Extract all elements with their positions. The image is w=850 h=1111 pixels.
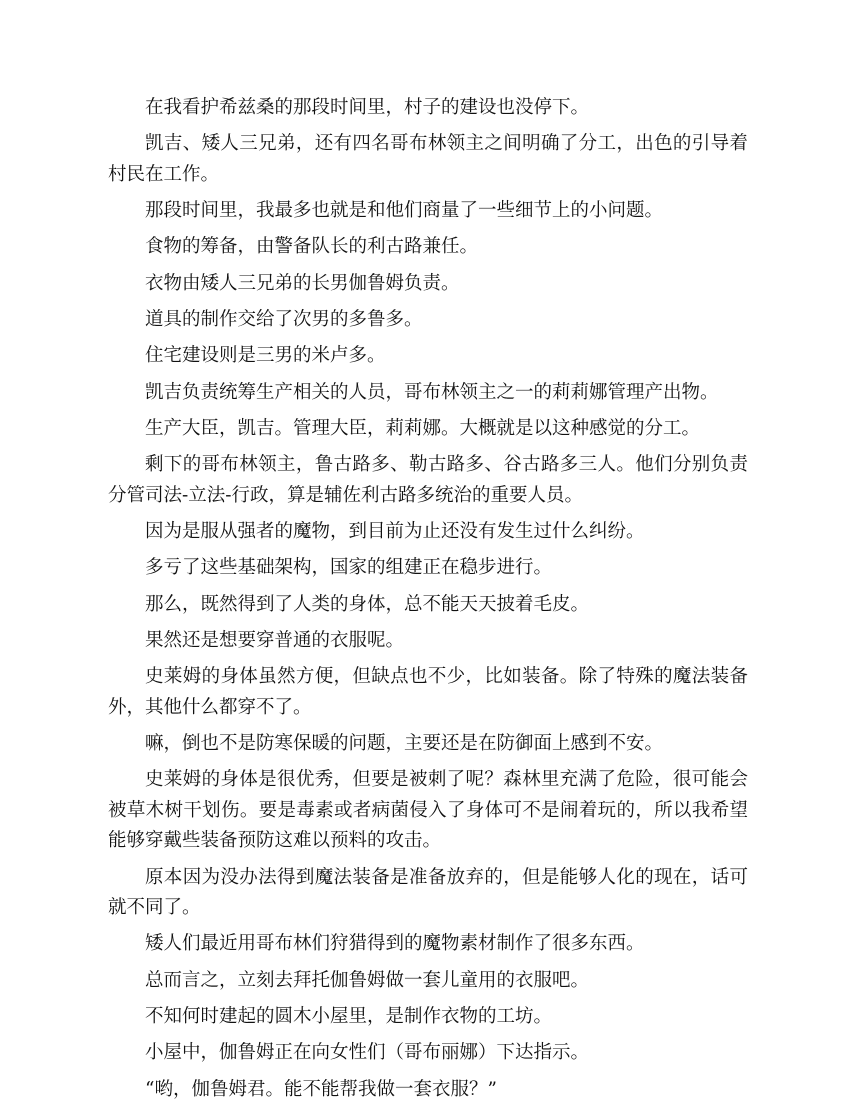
paragraph-20: 总而言之，立刻去拜托伽鲁姆做一套儿童用的衣服吧。 bbox=[145, 969, 590, 991]
paragraph-15: 史莱姆的身体虽然方便，但缺点也不少，比如装备。除了特殊的魔法装备外，其他什么都穿不了。 bbox=[108, 666, 748, 718]
paragraph-10: 剩下的哥布林领主，鲁古路多、勒古路多、谷古路多三人。他们分别负责分管司法-立法-行政，算是辅佐利古路多统治的重要人员。 bbox=[108, 454, 748, 506]
paragraph-1: 在我看护希兹桑的那段时间里，村子的建设也没停下。 bbox=[145, 97, 590, 118]
paragraph-13: 那么，既然得到了人类的身体，总不能天天披着毛皮。 bbox=[145, 593, 590, 615]
paragraph-8: 凯吉负责统筹生产相关的人员，哥布林领主之一的莉莉娜管理产出物。 bbox=[145, 381, 719, 403]
paragraph-22: 小屋中，伽鲁姆正在向女性们（哥布丽娜）下达指示。 bbox=[145, 1042, 590, 1064]
paragraph-17: 史莱姆的身体是很优秀，但要是被刺了呢？森林里充满了危险，很可能会被草木树干划伤。要是毒素或者病菌侵入了身体可不是闹着玩的，所以我希望能够穿戴些装备预防这难以预料的攻击。 bbox=[108, 769, 748, 852]
paragraph-5: 衣物由矮人三兄弟的长男伽鲁姆负责。 bbox=[145, 272, 460, 294]
paragraph-11: 因为是服从强者的魔物，到目前为止还没有发生过什么纠纷。 bbox=[145, 520, 645, 542]
paragraph-14: 果然还是想要穿普通的衣服呢。 bbox=[145, 629, 405, 651]
paragraph-21: 不知何时建起的圆木小屋里，是制作衣物的工坊。 bbox=[145, 1005, 553, 1027]
paragraph-6: 道具的制作交给了次男的多鲁多。 bbox=[145, 308, 423, 330]
document-page bbox=[108, 93, 748, 1111]
paragraph-4: 食物的筹备，由警备队长的利古路兼任。 bbox=[145, 236, 479, 258]
paragraph-16: 嘛，倒也不是防寒保暖的问题，主要还是在防御面上感到不安。 bbox=[145, 732, 664, 754]
paragraph-7: 住宅建设则是三男的米卢多。 bbox=[145, 345, 386, 367]
paragraph-12: 多亏了这些基础架构，国家的组建正在稳步进行。 bbox=[145, 557, 553, 579]
paragraph-3: 那段时间里，我最多也就是和他们商量了一些细节上的小问题。 bbox=[145, 200, 664, 222]
paragraph-23: “哟，伽鲁姆君。能不能帮我做一套衣服？” bbox=[145, 1078, 497, 1100]
paragraph-2: 凯吉、矮人三兄弟，还有四名哥布林领主之间明确了分工，出色的引导着村民在工作。 bbox=[108, 133, 748, 185]
paragraph-19: 矮人们最近用哥布林们狩猎得到的魔物素材制作了很多东西。 bbox=[145, 933, 645, 955]
paragraph-18: 原本因为没办法得到魔法装备是准备放弃的，但是能够人化的现在，话可就不同了。 bbox=[108, 866, 748, 919]
paragraph-9: 生产大臣，凯吉。管理大臣，莉莉娜。大概就是以这种感觉的分工。 bbox=[145, 417, 701, 439]
